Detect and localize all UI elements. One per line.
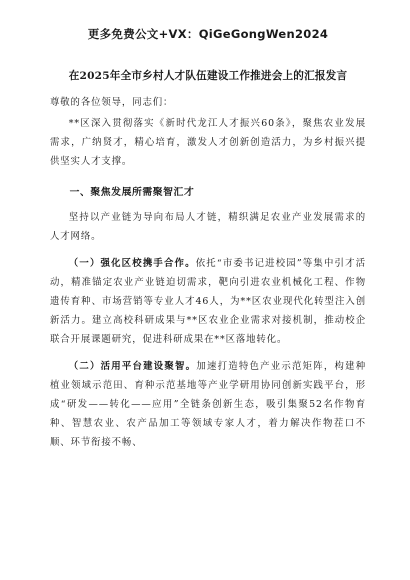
section-lead-paragraph: 坚持以产业链为导向布局人才链，精织满足农业产业发展需求的人才网络。 bbox=[50, 212, 366, 242]
subsection-paragraph-2 bbox=[50, 357, 366, 452]
document-title: 在2025年全市乡村人才队伍建设工作推进会上的汇报发言 bbox=[68, 70, 348, 82]
promo-header: 更多免费公文+VX：QiGeGongWen2024 bbox=[87, 27, 329, 41]
subsection-body-2: 加速打造特色产业示范矩阵，构建种植业领域示范田、育种示范基地等产业学研用协同创新实践平台，形成“研发——转化——应用”全链条创新生态，吸引集聚52名作物育种、智慧农业、农产品加工等领域专家人才，着力解决作物茬口不顺、环节衔接不畅、 bbox=[50, 361, 366, 448]
intro-paragraph: **区深入贯彻落实《新时代龙江人才振兴60条》，聚焦农业发展需求，广纳贤才，精心培育，激发人才创新创造活力，为乡村振兴提供坚实人才支撑。 bbox=[50, 118, 366, 167]
subsection-body-1: 依托“市委书记进校园”等集中引才活动，精准锚定农业产业链迫切需求，靶向引进农业机械化工程、作物遗传育种、市场营销等专业人才46人，为**区农业现代化转型注入创新活力。建立高校科研成果与**区农业企业需求对接机制，推动校企联合开展课题研究，促进科研成果在**区落地转化。 bbox=[50, 258, 366, 345]
subsection-heading-2: （二）活用平台建设聚智。 bbox=[68, 361, 197, 372]
section-heading: 一、聚焦发展所需聚智汇才 bbox=[69, 187, 195, 198]
salutation: 尊敬的各位领导，同志们： bbox=[50, 97, 174, 108]
subsection-heading-1: （一）强化区校携手合作。 bbox=[68, 258, 196, 269]
subsection-paragraph-1 bbox=[50, 254, 366, 349]
